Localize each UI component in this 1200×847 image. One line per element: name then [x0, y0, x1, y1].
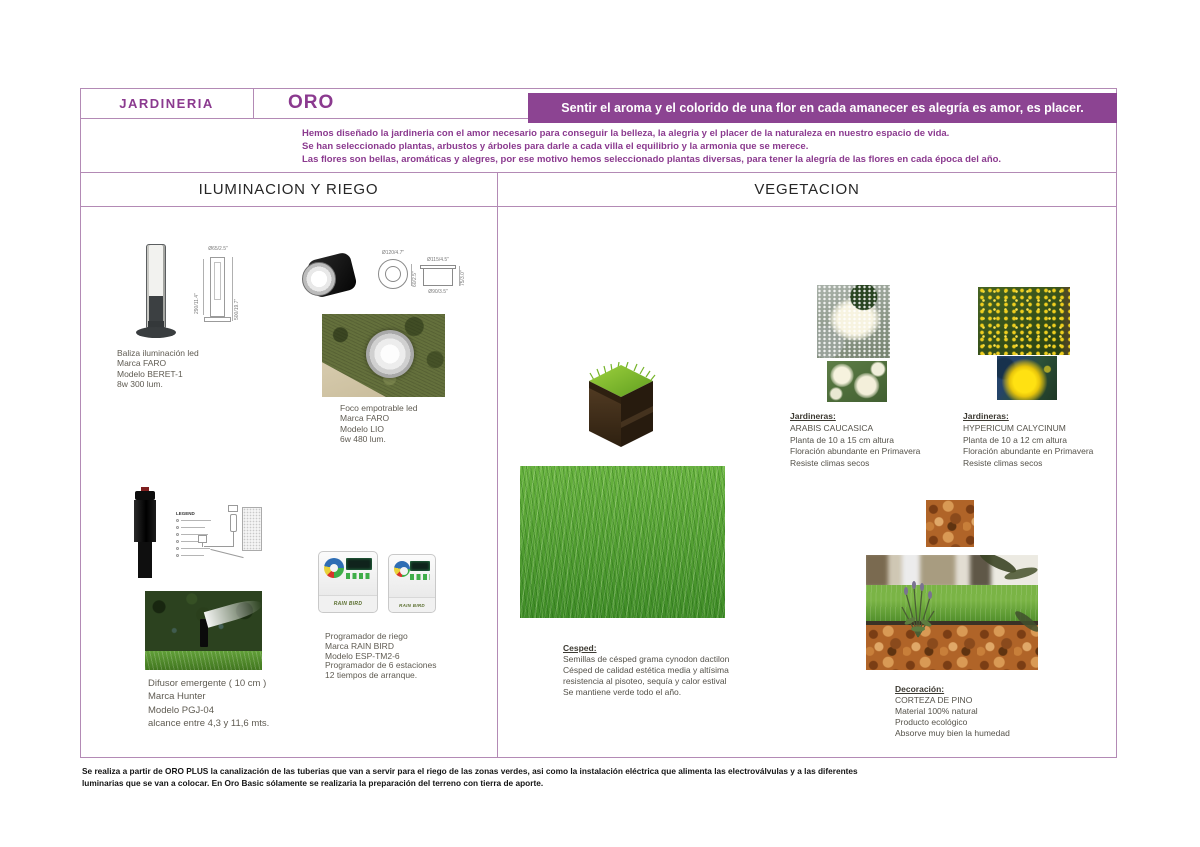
block-line: Se mantiene verde todo el año. [563, 687, 682, 697]
sprinkler-product-image [134, 500, 156, 542]
block-line: Material 100% natural [895, 706, 978, 716]
legend-bullet [176, 519, 179, 522]
bollard-dim-diameter: Ø65/2.5" [208, 246, 228, 252]
header-divider-line [253, 88, 254, 118]
controller-screen [346, 558, 372, 570]
legend-bullet [176, 540, 179, 543]
controller-screen [410, 561, 430, 571]
bollard-dim-line-left [203, 259, 204, 315]
recessed-light-image [302, 252, 358, 302]
sprinkler-caption [148, 677, 269, 731]
block-line: Resiste climas secos [790, 458, 870, 469]
diagram-pipe-horizontal [204, 546, 234, 547]
diagram-filter [230, 514, 237, 532]
hypericum-photo-small [997, 356, 1057, 400]
sprinkler-install-diagram [176, 505, 272, 573]
bollard-dim-height1: 290/11.4" [194, 293, 200, 314]
controller-logo-band [319, 595, 377, 612]
category-title: JARDINERIA [119, 95, 214, 111]
block-line: Absorve muy bien la humedad [895, 728, 1010, 738]
slogan-banner: Sentir el aroma y el colorido de una flor en cada amanecer es alegría es amor, es placer. [528, 93, 1117, 123]
section-divider-line [497, 172, 498, 758]
intro-paragraph [302, 127, 1002, 167]
block-line: Floración abundante en Primavera [963, 446, 1094, 457]
titles-bottom-line [80, 206, 1117, 207]
controller-dial [394, 561, 410, 577]
decoracion-description [895, 684, 1060, 739]
section-title-vegetacion: VEGETACION [754, 180, 860, 198]
hypericum-description [963, 411, 1138, 470]
caption-line: 12 tiempos de arranque. [325, 670, 418, 681]
legend-bullet [176, 547, 179, 550]
recessed-diagram-body [423, 269, 453, 286]
caption-line: 8w 300 lum. [117, 379, 163, 390]
irrigation-controller-image-side [388, 554, 436, 613]
recessed-dim-top: Ø115/4.5" [427, 257, 449, 263]
controller-logo-band [389, 597, 435, 612]
diagram-wall-section [242, 507, 262, 551]
irrigation-controller-image [318, 551, 378, 613]
lawn-band [866, 585, 1038, 623]
lavender-plant [894, 581, 942, 641]
sprinkler-product-riser [138, 542, 152, 578]
intro-line: Se han seleccionado plantas, arbustos y árboles para darle a cada villa el equilibrio y la armonia que se merece. [302, 141, 809, 153]
block-line: Producto ecológico [895, 717, 968, 727]
water-spray [204, 596, 262, 627]
bollard-dim-height2: 500/19.7" [234, 298, 240, 320]
lawn-strip [145, 651, 262, 670]
diagram-pipe-vertical [233, 532, 234, 546]
sprinkler-action-photo [145, 591, 262, 670]
lawn-texture-photo [520, 466, 725, 618]
block-line: Floración abundante en Primavera [790, 446, 921, 457]
arabis-photo-small [827, 361, 887, 402]
block-line: Resiste climas secos [963, 458, 1043, 469]
caption-line: Programador de 6 estaciones [325, 660, 437, 671]
block-heading: Jardineras: [790, 411, 836, 421]
block-line: Césped de calidad estética media y altísima [563, 665, 729, 675]
legend-item [181, 548, 210, 549]
diagram-stem [202, 543, 203, 547]
block-line: Semillas de césped grama cynodon dactilon [563, 654, 730, 664]
block-heading: Decoración: [895, 684, 945, 694]
recessed-light-caption [340, 403, 418, 445]
recessed-dim-height2: 75/3.0" [460, 270, 466, 286]
legend-title: LEGEND [176, 511, 195, 516]
block-heading: Jardineras: [963, 411, 1009, 421]
rainbird-logo: RAIN BIRD [333, 601, 363, 607]
diagram-sprinkler-head [228, 505, 238, 512]
controller-buttons [410, 574, 430, 580]
caption-line: Marca FARO [340, 413, 390, 424]
recessed-light-in-grass [366, 330, 414, 378]
caption-line: Modelo PGJ-04 [148, 704, 215, 716]
block-line: HYPERICUM CALYCINUM [963, 422, 1066, 433]
rainbird-logo: RAIN BIRD [399, 602, 425, 608]
controller-caption [325, 632, 437, 681]
caption-line: Foco empotrable led [340, 403, 418, 413]
recessed-dim-circle: Ø120/4.7" [381, 250, 405, 256]
grass-soil-cube-image [586, 362, 656, 450]
footer-line: luminarias que se van a colocar. En Oro Basic sólamente se realizaria la preparación del terreno con tierra de aporte. [82, 777, 544, 788]
bollard-light-base [136, 327, 176, 338]
caption-line: Difusor emergente ( 10 cm ) [148, 678, 267, 689]
package-title: ORO [288, 92, 335, 113]
legend-item [181, 527, 205, 528]
footer-line: Se realiza a partir de ORO PLUS la canalización de las tuberias que van a servir para el riego de las zonas verdes, asi como la instalación eléctrica que alimenta las electroválvulas y a las diferentes [82, 766, 858, 776]
arabis-photo-large [817, 285, 890, 358]
hypericum-photo-large [978, 287, 1070, 355]
bollard-diagram-baseplate [204, 317, 231, 322]
caption-line: Marca FARO [117, 358, 167, 369]
caption-line: Marca RAIN BIRD [325, 640, 394, 651]
legend-item [181, 555, 204, 556]
mulch-band [866, 625, 1038, 670]
recessed-dim-bottom: Ø90/3.5" [428, 289, 448, 295]
arabis-description [790, 411, 960, 470]
caption-line: Marca Hunter [148, 691, 206, 703]
block-line: resistencia al pisoteo, sequía y calor estival [563, 676, 727, 686]
block-line: Planta de 10 a 12 cm altura [963, 434, 1067, 445]
cesped-description [563, 643, 778, 698]
mulched-garden-photo [866, 555, 1038, 670]
intro-line: Hemos diseñado la jardineria con el amor necesario para conseguir la belleza, la alegria y el placer de la naturaleza en nuestro espacio de vida. [302, 128, 950, 139]
recessed-dim-height1: 60/2.5" [412, 271, 418, 287]
caption-line: 6w 480 lum. [340, 434, 386, 445]
caption-line: Programador de riego [325, 631, 408, 641]
legend-bullet [176, 554, 179, 557]
recessed-light-installed-photo [322, 314, 445, 397]
recessed-diagram-circle-inner [385, 266, 401, 282]
diagram-sprinkler-head2 [198, 535, 207, 543]
controller-buttons [346, 573, 372, 579]
block-line: ARABIS CAUCASICA [790, 422, 874, 433]
sprinkler-product-cap [135, 491, 155, 500]
bollard-caption [117, 348, 199, 390]
caption-line: Modelo LIO [340, 423, 384, 434]
legend-bullet [176, 526, 179, 529]
intro-line: Las flores son bellas, aromáticas y alegres, por ese motivo hemos seleccionado plantas diversas, para tener la alegría de las flores en cada época del año. [302, 154, 1002, 166]
footer-note [82, 766, 1092, 789]
caption-line: Modelo BERET-1 [117, 368, 183, 379]
bollard-dim-line-right [232, 257, 233, 321]
block-heading: Cesped: [563, 643, 597, 653]
caption-line: alcance entre 4,3 y 11,6 mts. [148, 718, 270, 730]
controller-dial [324, 558, 344, 578]
legend-bullet [176, 533, 179, 536]
recessed-light-lens [302, 262, 336, 296]
pine-bark-photo [926, 500, 974, 547]
caption-line: Baliza iluminación led [117, 348, 199, 358]
block-line: CORTEZA DE PINO [895, 695, 973, 705]
diagram-swing-pipe [210, 549, 243, 558]
section-title-iluminacion: ILUMINACION Y RIEGO [198, 180, 379, 198]
bollard-light-image [146, 244, 166, 328]
bollard-diagram-inner [214, 262, 221, 300]
legend-item [181, 520, 211, 521]
block-line: Planta de 10 a 15 cm altura [790, 434, 894, 445]
caption-line: Modelo ESP-TM2-6 [325, 650, 400, 661]
